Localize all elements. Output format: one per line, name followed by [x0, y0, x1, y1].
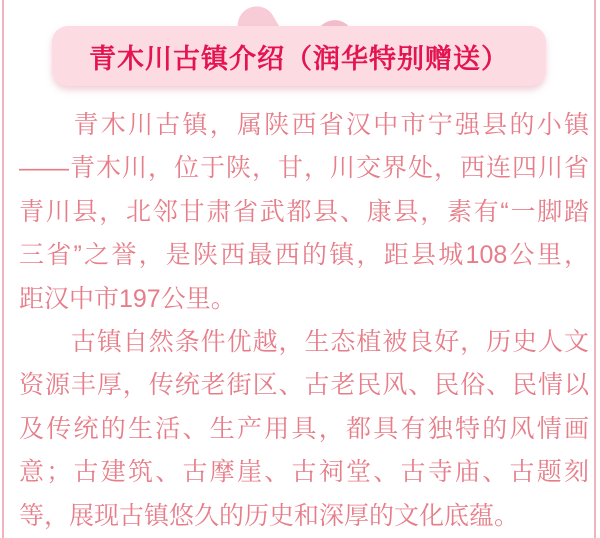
- paragraph-1-line-4: 三省”之誉，是陕西最西的镇，距县城108公里，: [19, 241, 589, 270]
- left-page-border: [2, 0, 4, 538]
- paragraph-2-line-2: 资源丰厚，传统老街区、古老民风、民俗、民情以: [19, 371, 589, 400]
- paragraph-2-line-5: 等，展现古镇悠久的历史和深厚的文化底蕴。: [19, 501, 520, 530]
- title-banner: [52, 26, 546, 86]
- page-title: 青木川古镇介绍（润华特别赠送）: [89, 43, 509, 74]
- right-page-border: [594, 0, 596, 538]
- paragraph-2-line-3: 及传统的生活、生产用具，都具有独特的风情画: [19, 414, 589, 443]
- paragraph-1-line-2: ——青木川，位于陕，甘，川交界处，西连四川省: [19, 154, 589, 183]
- paragraph-2-line-4: 意；古建筑、古摩崖、古祠堂、古寺庙、古题刻: [19, 458, 589, 487]
- paragraph-2-line-1: 古镇自然条件优越，生态植被良好，历史人文: [19, 327, 589, 356]
- article-body: [19, 104, 589, 538]
- paragraph-1-line-5: 距汉中市197公里。: [19, 284, 236, 313]
- paragraph-1-line-3: 青川县，北邻甘肃省武都县、康县，素有“一脚踏: [19, 197, 589, 226]
- paragraph-1-line-1: 青木川古镇，属陕西省汉中市宁强县的小镇: [19, 111, 589, 139]
